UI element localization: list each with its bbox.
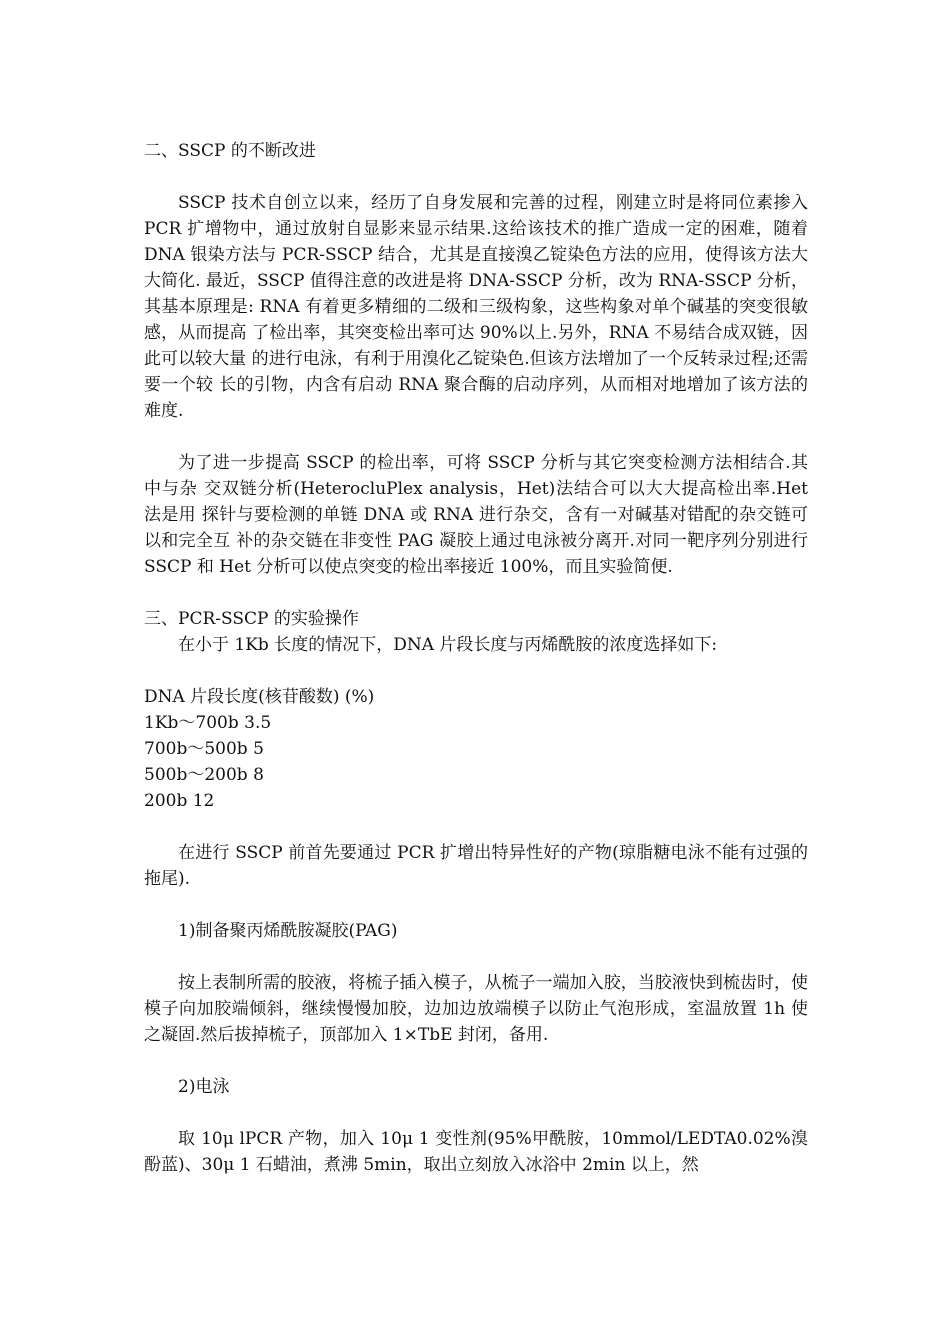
section-2-paragraph-1: SSCP 技术自创立以来，经历了自身发展和完善的过程，刚建立时是将同位素掺入 PCR 扩增物中，通过放射自显影来显示结果.这给该技术的推广造成一定的困难，随着 DNA 银染方法与 PCR-SSCP 结合，尤其是直接溴乙锭染色方法的应用，使得该方法大大简化. 最近，SSCP 值得注意的改进是将 DNA-SSCP 分析，改为 RNA-SSCP 分析，其基本原理是: RNA 有着更多精细的二级和三级构象，这些构象对单个碱基的突变很敏感，从而提高 了检出率，其突变检出率可达 90%以上.另外，RNA 不易结合成双链，因此可以较大量 的进行电泳，有利于用溴化乙锭染色.但该方法增加了一个反转录过程;还需要一个较 长的引物，内含有启动 RNA 聚合酶的启动序列，从而相对地增加了该方法的难度. [144, 193, 808, 421]
section-3-intro: 在小于 1Kb 长度的情况下，DNA 片段长度与丙烯酰胺的浓度选择如下: [178, 635, 718, 655]
spacer [144, 424, 808, 450]
concentration-table [144, 684, 808, 814]
step-2-title: 2)电泳 [178, 1077, 230, 1097]
document-page [144, 138, 808, 1178]
step-1-text: 按上表制所需的胶液，将梳子插入模子，从梳子一端加入胶，当胶液快到梳齿时，使 模子向加胶端倾斜，继续慢慢加胶，边加边放端模子以防止气泡形成，室温放置 1h 使 之凝固.然后拔掉梳子，顶部加入 1×TbE 封闭，备用. [144, 973, 808, 1045]
step-2-text: 取 10μ lPCR 产物，加入 10μ 1 变性剂(95%甲酰胺，10mmol/LEDTA0.02%溴酚蓝)、30μ 1 石蜡油，煮沸 5min，取出立刻放入冰浴中 2min 以上，然 [144, 1129, 808, 1175]
table-row: 700b～500b 5 [144, 739, 264, 759]
pcr-paragraph: 在进行 SSCP 前首先要通过 PCR 扩增出特异性好的产物(琼脂糖电泳不能有过强的拖尾). [144, 843, 808, 889]
spacer [144, 580, 808, 606]
spacer [144, 814, 808, 840]
spacer [144, 164, 808, 190]
table-header: DNA 片段长度(核苷酸数) (%) [144, 687, 375, 707]
spacer [144, 658, 808, 684]
section-2-heading: 二、SSCP 的不断改进 [144, 141, 316, 161]
spacer [144, 892, 808, 918]
section-3-heading: 三、PCR-SSCP 的实验操作 [144, 609, 359, 629]
spacer [144, 1100, 808, 1126]
spacer [144, 944, 808, 970]
table-row: 200b 12 [144, 791, 215, 811]
table-row: 500b～200b 8 [144, 765, 264, 785]
step-1-title: 1)制备聚丙烯酰胺凝胶(PAG) [178, 921, 398, 941]
spacer [144, 1048, 808, 1074]
table-row: 1Kb～700b 3.5 [144, 713, 272, 733]
section-2-paragraph-2: 为了进一步提高 SSCP 的检出率，可将 SSCP 分析与其它突变检测方法相结合.其中与杂 交双链分析(HeterocluPlex analysis，Het)法结合可以大大提高检出率.Het 法是用 探针与要检测的单链 DNA 或 RNA 进行杂交，含有一对碱基对错配的杂交链可以和完全互 补的杂交链在非变性 PAG 凝胶上通过电泳被分离开.对同一靶序列分别进行 SSCP 和 Het 分析可以使点突变的检出率接近 100%，而且实验简便. [144, 453, 808, 577]
